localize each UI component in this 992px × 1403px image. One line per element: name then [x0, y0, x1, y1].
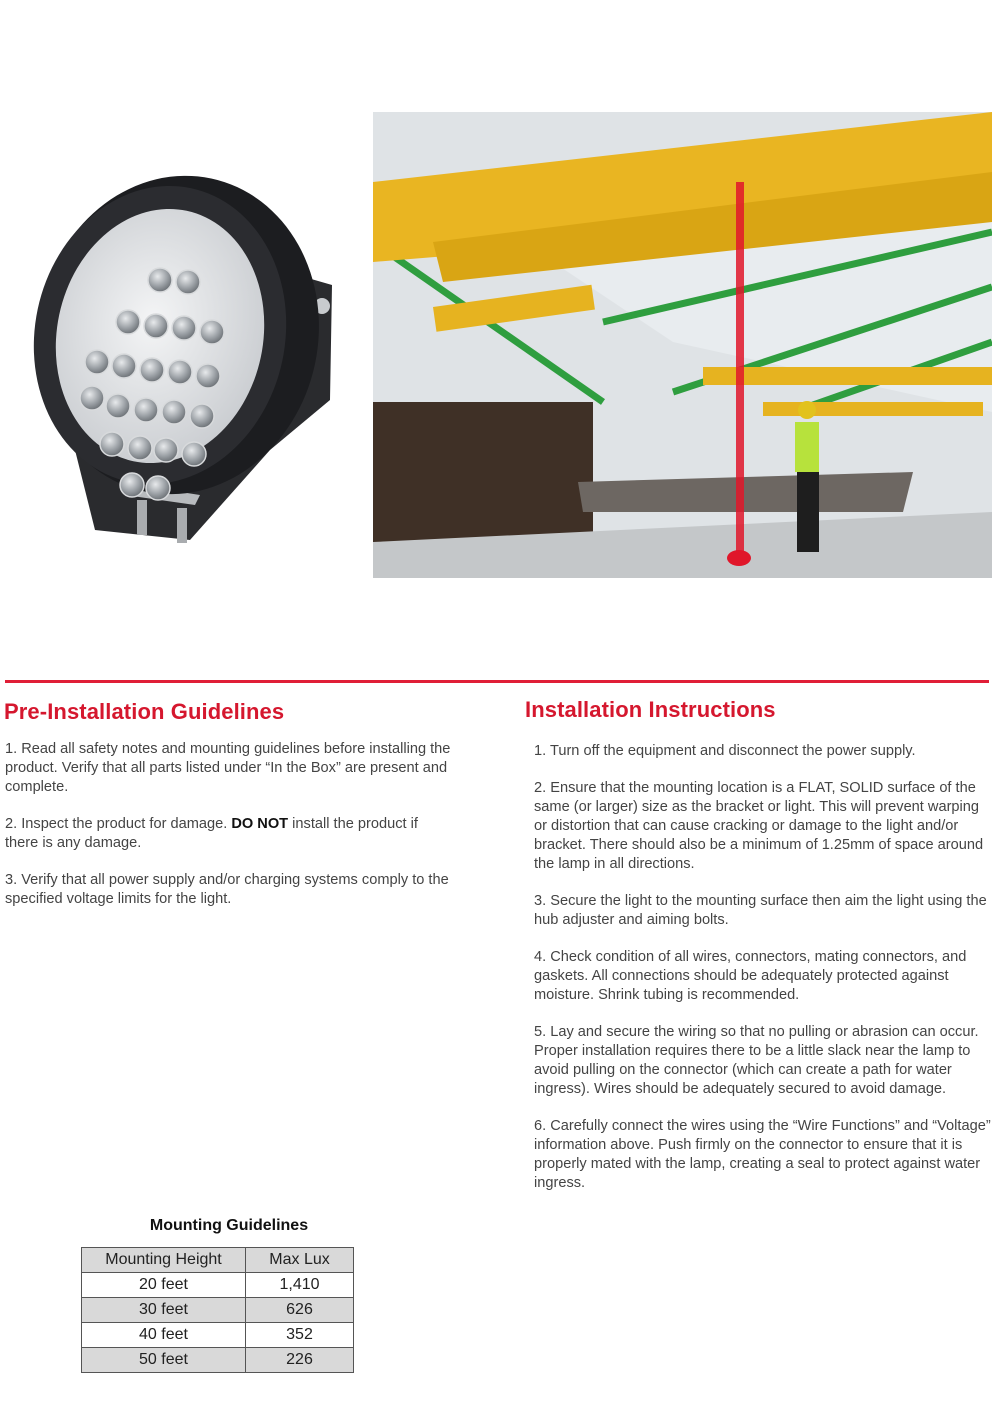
do-not-emphasis: DO NOT: [231, 816, 289, 832]
height-cell: 50 feet: [82, 1348, 246, 1373]
installation-item-2: 2. Ensure that the mounting location is a FLAT, SOLID surface of the same (or larger) size as the bracket or light. This will prevent warping or distortion that can cause cracking or damage to the light and/or bracket. There should also be a minimum of 1.25mm of space around the lamp in all directions.: [534, 780, 984, 872]
product-image: [0, 100, 372, 580]
column-header-lux: Max Lux: [246, 1248, 354, 1273]
installation-item-3: 3. Secure the light to the mounting surface then aim the light using the hub adjuster and aiming bolts.: [534, 893, 987, 928]
led-work-light-image: [0, 100, 372, 580]
table-row: [82, 1323, 354, 1348]
installation-list: [534, 742, 992, 1211]
installation-item-5: 5. Lay and secure the wiring so that no pulling or abrasion can occur. Proper installation requires there to be a little slack near the lamp to avoid pulling on the connector (which can create a path for water ingress). Wires should be adequately secured to avoid damage.: [534, 1024, 979, 1097]
factory-crane-image: [373, 112, 992, 578]
table-header-row: [82, 1248, 354, 1273]
item-text: 2. Inspect the product for damage.: [5, 816, 232, 832]
pre-installation-item-2: [5, 815, 455, 853]
mounting-table-title: Mounting Guidelines: [149, 1217, 309, 1234]
table-row: [82, 1348, 354, 1373]
height-cell: 20 feet: [82, 1273, 246, 1298]
item-text: install the product if there is any damage.: [5, 816, 418, 851]
table-row: [82, 1298, 354, 1323]
pre-installation-item-1: 1. Read all safety notes and mounting guidelines before installing the product. Verify that all parts listed under “In the Box” are present and complete.: [5, 741, 451, 795]
pre-installation-item-3: 3. Verify that all power supply and/or charging systems comply to the specified voltage limits for the light.: [5, 872, 449, 907]
installation-title: Installation Instructions: [525, 697, 776, 722]
pre-installation-list: [5, 740, 455, 927]
factory-scene-image: [373, 112, 992, 578]
table-row: [82, 1273, 354, 1298]
lux-cell: 352: [246, 1323, 354, 1348]
column-header-height: Mounting Height: [82, 1248, 246, 1273]
installation-item-4: 4. Check condition of all wires, connectors, mating connectors, and gaskets. All connections should be adequately protected against moisture. Shrink tubing is recommended.: [534, 949, 967, 1003]
mounting-guidelines-table: [81, 1247, 354, 1373]
height-cell: 30 feet: [82, 1298, 246, 1323]
installation-item-6: 6. Carefully connect the wires using the “Wire Functions” and “Voltage” information above. Push firmly on the connector to ensure that it is properly mated with the lamp, creating a seal to protect against water ingress.: [534, 1118, 991, 1191]
lux-cell: 226: [246, 1348, 354, 1373]
height-cell: 40 feet: [82, 1323, 246, 1348]
pre-installation-title: Pre-Installation Guidelines: [4, 699, 285, 724]
section-divider: [5, 680, 989, 683]
lux-cell: 1,410: [246, 1273, 354, 1298]
lux-cell: 626: [246, 1298, 354, 1323]
installation-item-1: 1. Turn off the equipment and disconnect the power supply.: [534, 743, 916, 759]
